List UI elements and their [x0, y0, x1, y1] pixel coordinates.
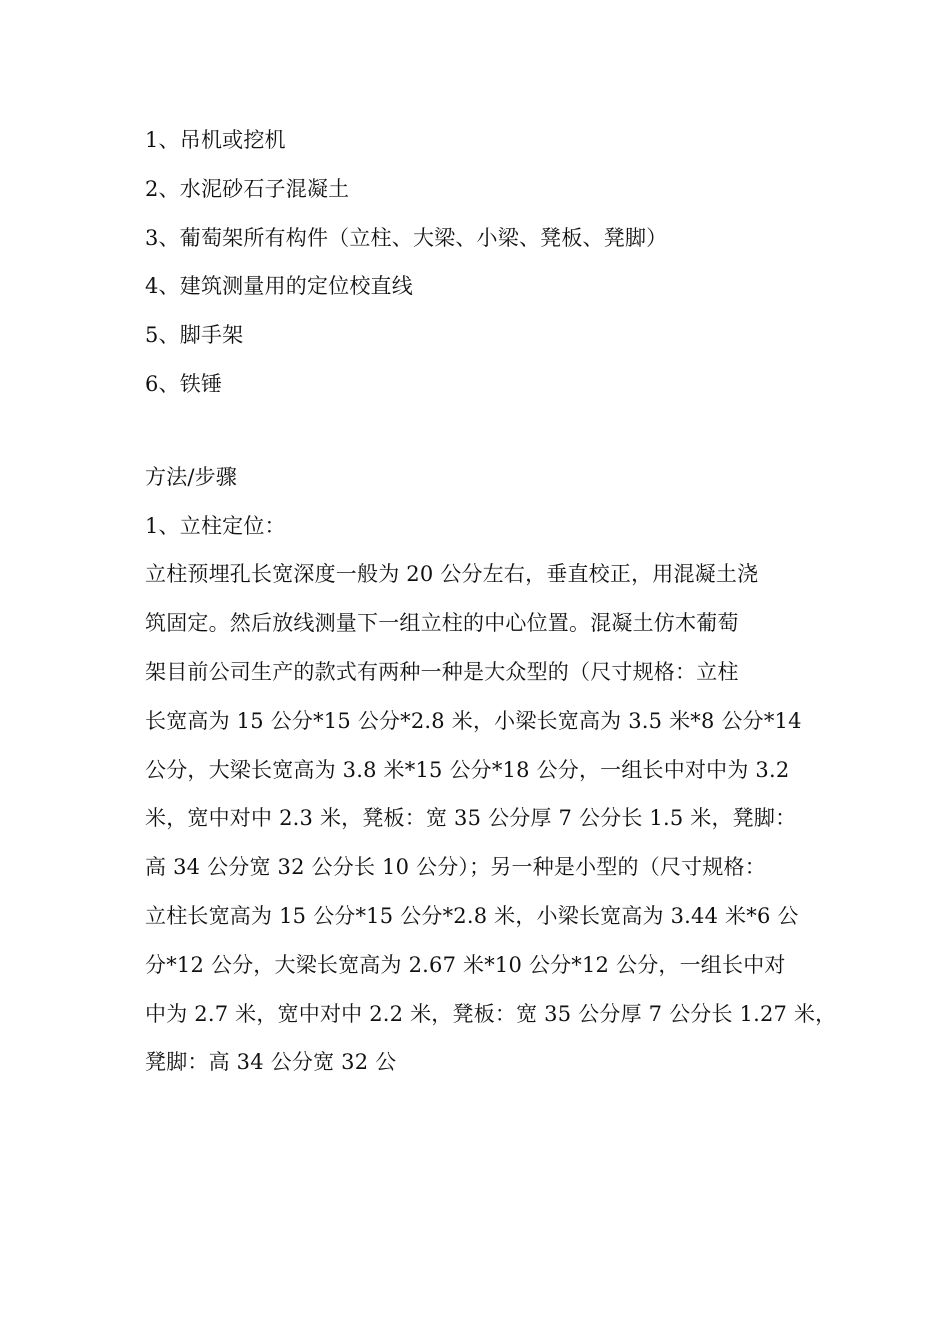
- list-item: 5、脚手架: [145, 323, 244, 348]
- section-title: 方法/步骤: [145, 464, 238, 489]
- step-paragraph: [145, 550, 837, 1087]
- paragraph-line: 立柱预埋孔长宽深度一般为 20 公分左右，垂直校正，用混凝土浇: [145, 562, 759, 587]
- section-spacer: [145, 409, 825, 453]
- paragraph-line: 公分，大梁长宽高为 3.8 米*15 公分*18 公分，一组长中对中为 3.2: [145, 757, 790, 782]
- paragraph-line: 高 34 公分宽 32 公分长 10 公分）；另一种是小型的（尺寸规格：: [145, 855, 766, 880]
- list-item: 3、葡萄架所有构件（立柱、大梁、小梁、凳板、凳脚）: [145, 225, 668, 250]
- list-item: 1、吊机或挖机: [145, 128, 286, 152]
- list-item: 2、水泥砂石子混凝土: [145, 176, 350, 201]
- paragraph-line: 中为 2.7 米，宽中对中 2.2 米，凳板：宽 35 公分厚 7 公分长 1.27 米，: [145, 1001, 837, 1026]
- materials-list: [145, 116, 825, 409]
- paragraph-line: 米，宽中对中 2.3 米，凳板：宽 35 公分厚 7 公分长 1.5 米，凳脚：: [145, 806, 797, 831]
- list-item: 4、建筑测量用的定位校直线: [145, 274, 413, 299]
- paragraph-line: 立柱长宽高为 15 公分*15 公分*2.8 米，小梁长宽高为 3.44 米*6 公: [145, 903, 799, 928]
- paragraph-line: 长宽高为 15 公分*15 公分*2.8 米，小梁长宽高为 3.5 米*8 公分*14: [145, 708, 802, 733]
- paragraph-line: 筑固定。然后放线测量下一组立柱的中心位置。混凝土仿木葡萄: [145, 611, 739, 636]
- paragraph-line: 凳脚：高 34 公分宽 32 公: [145, 1050, 397, 1075]
- step-heading: 1、立柱定位：: [145, 513, 286, 538]
- paragraph-line: 架目前公司生产的款式有两种一种是大众型的（尺寸规格：立柱: [145, 659, 739, 684]
- document-body: [145, 116, 837, 1087]
- paragraph-line: 分*12 公分，大梁长宽高为 2.67 米*10 公分*12 公分，一组长中对: [145, 952, 786, 977]
- list-item: 6、铁锤: [145, 371, 223, 396]
